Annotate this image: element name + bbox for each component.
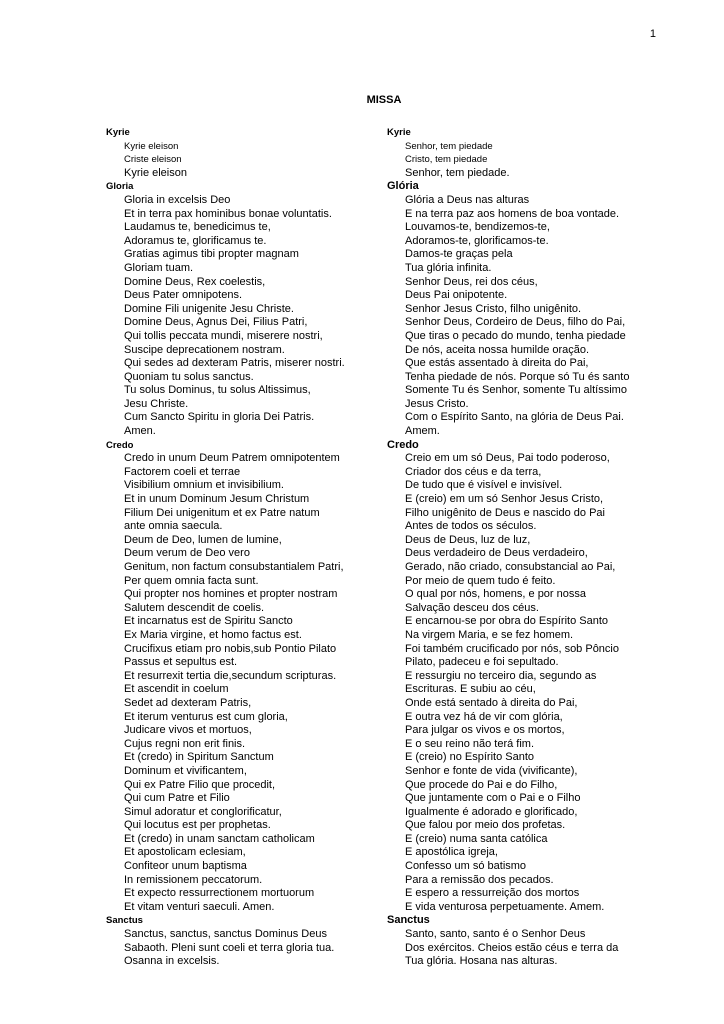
portuguese-text-line: E ressurgiu no terceiro dia, segundo as: [405, 669, 597, 682]
portuguese-text-line: Dos exércitos. Cheios estão céus e terra da: [405, 941, 619, 954]
latin-text-line: Domine Deus, Rex coelestis,: [124, 275, 266, 288]
latin-text-line: Amen.: [124, 425, 156, 438]
latin-text-line: Cujus regni non erit finis.: [124, 737, 246, 750]
latin-text-line: Gloriam tuam.: [124, 261, 194, 274]
portuguese-section-heading: Sanctus: [387, 914, 430, 927]
document-title: MISSA: [366, 94, 402, 106]
latin-text-line: Dominum et vivificantem,: [124, 764, 247, 777]
portuguese-text-line: Santo, santo, santo é o Senhor Deus: [405, 928, 586, 941]
portuguese-text-line: E encarnou-se por obra do Espírito Santo: [405, 615, 609, 628]
latin-text-line: Jesu Christe.: [124, 397, 189, 410]
portuguese-text-line: E na terra paz aos homens de boa vontade.: [405, 207, 620, 220]
portuguese-text-line: Senhor e fonte de vida (vivificante),: [405, 764, 578, 777]
latin-text-column: [106, 126, 376, 969]
portuguese-text-line: E o seu reino não terá fim.: [405, 737, 535, 750]
portuguese-text-line: Adoramos-te, glorificamos-te.: [405, 234, 549, 247]
latin-text-line: Deum verum de Deo vero: [124, 547, 250, 560]
portuguese-section-heading: Glória: [387, 180, 419, 193]
portuguese-text-line: Onde está sentado à direita do Pai,: [405, 696, 578, 709]
latin-text-line: Et vitam venturi saeculi. Amen.: [124, 900, 275, 913]
latin-text-line: Judicare vivos et mortuos,: [124, 724, 252, 737]
portuguese-text-line: Na virgem Maria, e se fez homem.: [405, 628, 574, 641]
latin-text-line: Credo in unum Deum Patrem omnipotentem: [124, 452, 340, 465]
latin-text-line: Quoniam tu solus sanctus.: [124, 370, 254, 383]
latin-text-line: Domine Deus, Agnus Dei, Filius Patri,: [124, 316, 308, 329]
latin-text-line: Filium Dei unigenitum et ex Patre natum: [124, 506, 320, 519]
portuguese-text-line: Salvação desceu dos céus.: [405, 601, 539, 614]
portuguese-text-line: Louvamos-te, bendizemos-te,: [405, 221, 550, 234]
portuguese-text-line: E (creio) numa santa católica: [405, 832, 548, 845]
latin-text-line: Et iterum venturus est cum gloria,: [124, 710, 288, 723]
latin-text-line: Deum de Deo, lumen de lumine,: [124, 533, 282, 546]
portuguese-text-line: Para julgar os vivos e os mortos,: [405, 724, 565, 737]
latin-text-line: Et (credo) in Spiritum Sanctum: [124, 751, 274, 764]
portuguese-text-line: Deus de Deus, luz de luz,: [405, 533, 531, 546]
latin-text-line: Visibilium omnium et invisibilium.: [124, 479, 284, 492]
portuguese-text-line: De tudo que é visível e invisível.: [405, 479, 563, 492]
portuguese-text-line: E vida venturosa perpetuamente. Amem.: [405, 900, 605, 913]
latin-text-line: ante omnia saecula.: [124, 520, 223, 533]
portuguese-text-line: Deus verdadeiro de Deus verdadeiro,: [405, 547, 588, 560]
latin-text-line: Tu solus Dominus, tu solus Altissimus,: [124, 384, 311, 397]
portuguese-text-line: Amem.: [405, 425, 440, 438]
latin-text-line: Genitum, non factum consubstantialem Patri,: [124, 561, 344, 573]
latin-section-heading: Kyrie: [106, 127, 130, 138]
portuguese-text-line: Cristo, tem piedade: [405, 154, 488, 166]
portuguese-text-line: Somente Tu és Senhor, somente Tu altíssimo: [405, 384, 627, 397]
portuguese-text-line: Pilato, padeceu e foi sepultado.: [405, 656, 559, 669]
latin-text-line: Et ascendit in coelum: [124, 683, 229, 696]
latin-text-line: Et apostolicam eclesiam,: [124, 846, 246, 859]
portuguese-text-line: Foi também crucificado por nós, sob Pôncio: [405, 642, 619, 655]
portuguese-section-heading: Credo: [387, 438, 419, 451]
latin-text-line: Suscipe deprecationem nostram.: [124, 343, 285, 356]
portuguese-text-line: Tua glória infinita.: [405, 261, 492, 274]
latin-text-line: Adoramus te, glorificamus te.: [124, 234, 267, 247]
portuguese-text-line: Que falou por meio dos profetas.: [405, 819, 566, 832]
portuguese-text-line: Que juntamente com o Pai e o Filho: [405, 792, 581, 805]
latin-text-line: Et resurrexit tertia die,secundum scripturas.: [124, 669, 337, 682]
latin-text-line: Kyrie eleison: [124, 166, 187, 179]
portuguese-text-line: Tua glória. Hosana nas alturas.: [405, 955, 558, 968]
portuguese-text-line: Senhor, tem piedade.: [405, 166, 510, 179]
portuguese-text-line: Por meio de quem tudo é feito.: [405, 574, 556, 587]
latin-text-line: Qui propter nos homines et propter nostram: [124, 588, 338, 601]
latin-text-line: Ex Maria virgine, et homo factus est.: [124, 628, 302, 641]
latin-text-line: Qui ex Patre Filio que procedit,: [124, 778, 276, 791]
portuguese-text-line: Senhor Jesus Cristo, filho unigênito.: [405, 302, 582, 315]
portuguese-text-line: Gerado, não criado, consubstancial ao Pai,: [405, 561, 616, 573]
portuguese-text-line: Glória a Deus nas alturas: [405, 193, 530, 206]
latin-text-line: Qui cum Patre et Filio: [124, 792, 230, 805]
portuguese-text-line: Para a remissão dos pecados.: [405, 873, 554, 886]
latin-text-line: Crucifixus etiam pro nobis,sub Pontio Pilato: [124, 642, 337, 655]
latin-text-line: Et (credo) in unam sanctam catholicam: [124, 832, 315, 845]
portuguese-text-line: Tenha piedade de nós. Porque só Tu és santo: [405, 370, 630, 383]
portuguese-text-line: Igualmente é adorado e glorificado,: [405, 805, 578, 818]
portuguese-section-heading: Kyrie: [387, 127, 411, 138]
portuguese-text-line: Escrituras. E subiu ao céu,: [405, 683, 536, 696]
portuguese-text-line: O qual por nós, homens, e por nossa: [405, 588, 586, 601]
latin-text-line: Deus Pater omnipotens.: [124, 289, 243, 302]
portuguese-text-line: De nós, aceita nossa humilde oração.: [405, 343, 590, 356]
portuguese-text-line: Que estás assentado à direita do Pai,: [405, 357, 589, 370]
latin-text-line: Sanctus, sanctus, sanctus Dominus Deus: [124, 928, 327, 941]
portuguese-text-line: E (creio) em um só Senhor Jesus Cristo,: [405, 493, 604, 506]
latin-text-line: Per quem omnia facta sunt.: [124, 574, 259, 587]
latin-text-line: Gloria in excelsis Deo: [124, 193, 231, 206]
portuguese-text-line: Senhor Deus, Cordeiro de Deus, filho do Pai,: [405, 316, 626, 329]
latin-text-line: Factorem coeli et terrae: [124, 465, 241, 478]
portuguese-text-line: Senhor, tem piedade: [405, 140, 493, 152]
portuguese-text-line: Antes de todos os séculos.: [405, 520, 537, 533]
latin-text-line: Salutem descendit de coelis.: [124, 601, 265, 614]
latin-text-line: Domine Fili unigenite Jesu Christe.: [124, 302, 294, 315]
portuguese-text-line: Deus Pai onipotente.: [405, 289, 508, 302]
portuguese-text-line: Confesso um só batismo: [405, 860, 527, 873]
latin-text-line: Confiteor unum baptisma: [124, 860, 247, 873]
latin-text-line: Sedet ad dexteram Patris,: [124, 696, 252, 709]
portuguese-text-line: E espero a ressurreição dos mortos: [405, 887, 580, 900]
portuguese-text-line: Jesus Cristo.: [405, 397, 469, 410]
latin-text-line: Et incarnatus est de Spiritu Sancto: [124, 615, 293, 628]
latin-section-heading: Sanctus: [106, 915, 143, 927]
portuguese-text-line: Criador dos céus e da terra,: [405, 465, 542, 478]
latin-text-line: Cum Sancto Spiritu in gloria Dei Patris.: [124, 411, 315, 424]
portuguese-text-line: E outra vez há de vir com glória,: [405, 710, 563, 723]
latin-text-line: Osanna in excelsis.: [124, 955, 220, 968]
latin-section-heading: Credo: [106, 439, 134, 451]
latin-text-line: Gratias agimus tibi propter magnam: [124, 248, 299, 261]
portuguese-text-line: Com o Espírito Santo, na glória de Deus Pai.: [405, 411, 624, 424]
latin-text-line: Simul adoratur et conglorificatur,: [124, 805, 282, 818]
latin-text-line: Et in terra pax hominibus bonae voluntatis.: [124, 207, 332, 220]
latin-text-line: Et in unum Dominum Jesum Christum: [124, 493, 310, 506]
portuguese-text-column: [387, 126, 677, 969]
portuguese-text-line: Creio em um só Deus, Pai todo poderoso,: [405, 452, 610, 465]
portuguese-text-line: Senhor Deus, rei dos céus,: [405, 275, 538, 288]
portuguese-text-line: Que tiras o pecado do mundo, tenha piedade: [405, 329, 626, 342]
latin-text-line: Sabaoth. Pleni sunt coeli et terra gloria tua.: [124, 941, 335, 954]
latin-text-line: Passus et sepultus est.: [124, 656, 238, 669]
latin-text-line: Qui tollis peccata mundi, miserere nostri,: [124, 329, 323, 342]
latin-text-line: Qui sedes ad dexteram Patris, miserer nostri.: [124, 357, 345, 370]
portuguese-text-line: E apostólica igreja,: [405, 846, 498, 859]
latin-text-line: Kyrie eleison: [124, 140, 179, 152]
latin-text-line: Laudamus te, benedicimus te,: [124, 221, 271, 234]
latin-text-line: Et expecto ressurrectionem mortuorum: [124, 887, 315, 900]
portuguese-text-line: Filho unigênito de Deus e nascido do Pai: [405, 506, 605, 519]
portuguese-text-line: Que procede do Pai e do Filho,: [405, 778, 558, 791]
page-number: 1: [649, 28, 656, 40]
latin-text-line: In remissionem peccatorum.: [124, 873, 263, 886]
portuguese-text-line: E (creio) no Espírito Santo: [405, 751, 535, 764]
portuguese-text-line: Damos-te graças pela: [405, 248, 513, 261]
latin-section-heading: Gloria: [106, 181, 134, 193]
latin-text-line: Criste eleison: [124, 154, 182, 166]
latin-text-line: Qui locutus est per prophetas.: [124, 819, 271, 832]
